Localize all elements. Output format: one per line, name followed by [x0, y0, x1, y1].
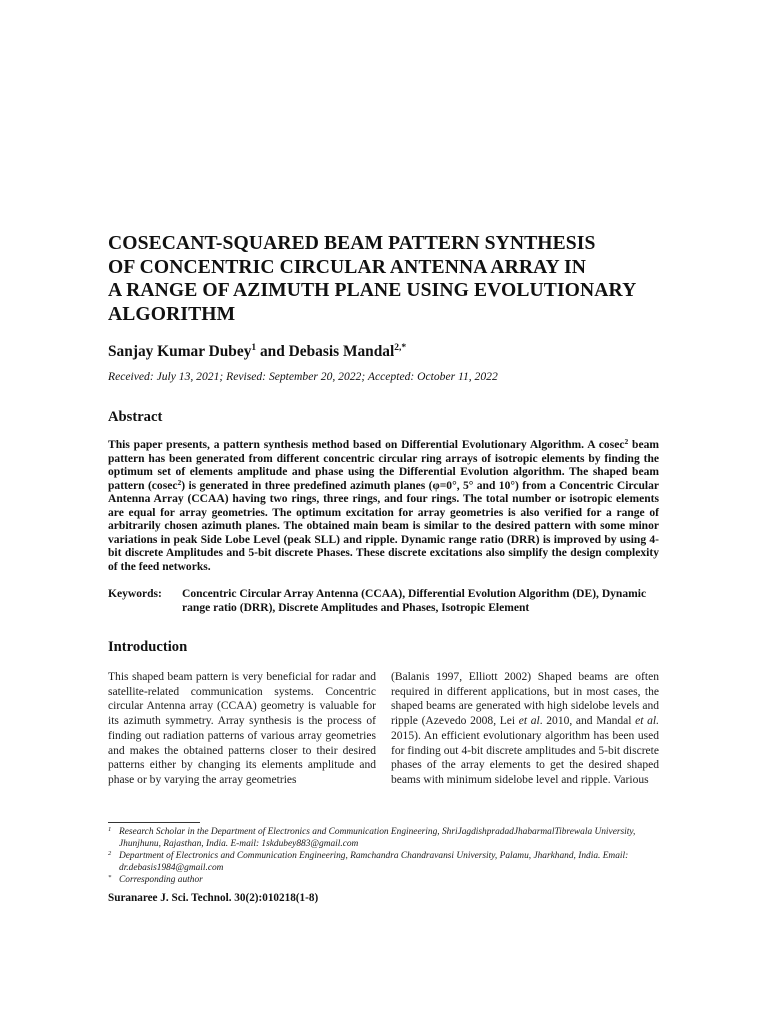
footnote: [108, 826, 660, 850]
author-name: Debasis Mandal: [288, 343, 395, 360]
abstract-text: beam pattern has been generated from different concentric circular ring arrays of isotropic elements by finding the optimum set of elements amplitude and phase using the Differential Evolution algorithm. The shaped beam pattern (cosec: [108, 439, 659, 492]
superscript: 2: [624, 437, 629, 446]
keywords-text: Concentric Circular Array Antenna (CCAA), Differential Evolution Algorithm (DE), Dynamic range ratio (DRR), Discrete Amplitudes and Phases, Isotropic Element: [182, 588, 647, 614]
footnotes: [108, 826, 660, 886]
two-column-body: [108, 670, 659, 788]
superscript: 2: [177, 477, 182, 487]
abstract-body: [108, 439, 659, 574]
footnote-marker: *: [108, 874, 112, 881]
body-paragraph: [391, 670, 659, 788]
keywords-label: Keywords:: [108, 588, 162, 600]
footnote: [108, 850, 660, 874]
author-conjunction: and: [256, 343, 289, 360]
author-name: Sanjay Kumar Dubey: [108, 343, 252, 360]
title-line: ALGORITHM: [108, 303, 236, 325]
title-line: COSECANT-SQUARED BEAM PATTERN SYNTHESIS: [108, 233, 596, 254]
abstract-heading: Abstract: [108, 409, 163, 425]
footnote: [108, 874, 660, 886]
footnote-marker: 1: [108, 826, 112, 833]
submission-dates: Received: July 13, 2021; Revised: September 20, 2022; Accepted: October 11, 2022: [108, 370, 498, 383]
citation-etal: et al: [518, 715, 540, 728]
body-paragraph: This shaped beam pattern is very beneficial for radar and satellite-related communication systems. Concentric circular Antenna array (CCAA) geometry is valuable for its azimuth symmetry. Array synthesis is the process of finding out radiation patterns of various array geometries and makes the obtained patterns closer to their desired patterns either by changing its elements amplitude and phase or by varying the array geometries: [108, 671, 376, 786]
footnote-text: Corresponding author: [119, 875, 203, 885]
left-column: [108, 670, 376, 788]
abstract-text: ) is generated in three predefined azimuth planes (φ=0°, 5° and 10°) from a Concentric Circular Antenna Array (CCAA) having two rings, three rings, and four rings. The total number or isotropic elements are equal for array geometries. The optimum excitation for array geometries is also verified for a range of arbitrarily chosen azimuth planes. The obtained main beam is similar to the desired pattern with some minor variations in peak Side Lobe Level (peak SLL) and ripple. Dynamic range ratio (DRR) is improved by using 4-bit discrete Amplitudes and 5-bit discrete Phases. These discrete excitations also simplify the design complexity of the feed networks.: [108, 479, 659, 573]
affiliation-marker: 1: [251, 343, 257, 353]
paper-first-page: [108, 232, 659, 788]
paper-title: [108, 232, 659, 326]
footnote-text: Research Scholar in the Department of Electronics and Communication Engineering, ShriJagdishpradadJhabarmalTibrewala University, Jhunjhunu, Rajasthan, India. E-mail: 1skdubey883@gmail.com: [119, 827, 636, 849]
footnote-text: Department of Electronics and Communication Engineering, Ramchandra Chandravansi University, Palamu, Jharkhand, India. Email: dr.debasis1984@gmail.com: [119, 851, 629, 873]
journal-citation: Suranaree J. Sci. Technol. 30(2):010218(1-8): [108, 892, 319, 904]
title-line: OF CONCENTRIC CIRCULAR ANTENNA ARRAY IN: [108, 256, 587, 278]
citation-etal: et al.: [635, 715, 660, 728]
author-list: [108, 339, 659, 361]
footnote-separator: [108, 822, 200, 823]
affiliation-marker: 2,*: [394, 343, 407, 353]
body-text: 2015). An efficient evolutionary algorithm has been used for finding out 4-bit discrete amplitudes and 5-bit discrete phases of the array elements to get the desired shaped beams with minimum sidelobe level and ripple. Various: [391, 729, 659, 786]
body-text: (Balanis 1997, Elliott 2002) Shaped beams are often required in different applications, but in most cases, the shaped beams are generated with high sidelobe levels and ripple (Azevedo 2008, Lei: [391, 671, 659, 728]
body-text: . 2010, and Mandal: [539, 715, 636, 728]
introduction-heading: Introduction: [108, 639, 188, 655]
title-line: A RANGE OF AZIMUTH PLANE USING EVOLUTIONARY: [108, 280, 637, 301]
right-column: [391, 670, 659, 788]
abstract-text: This paper presents, a pattern synthesis method based on Differential Evolutionary Algorithm. A cosec: [108, 439, 625, 451]
footnote-marker: 2: [108, 850, 112, 857]
keywords-block: [108, 588, 659, 615]
